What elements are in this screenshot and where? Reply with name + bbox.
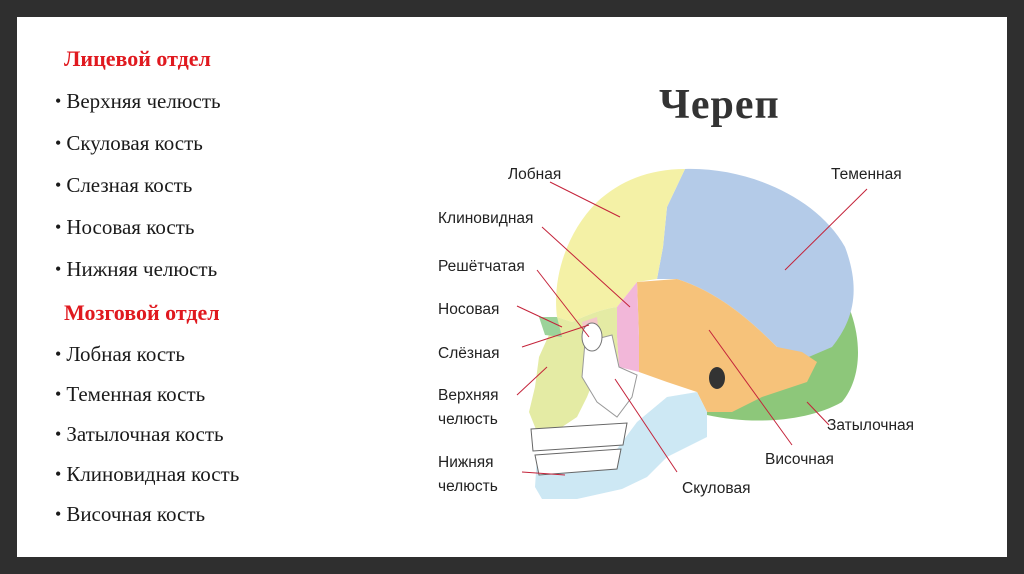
list-item-label: Верхняя челюсть — [66, 89, 221, 113]
list-item-label: Теменная кость — [66, 382, 206, 406]
list-item-label: Височная кость — [66, 502, 206, 526]
ear-canal — [709, 367, 725, 389]
bullet-dot: • — [55, 464, 62, 484]
maxilla-label-line1: Верхняя — [438, 387, 499, 404]
list-item-label: Затылочная кость — [66, 422, 224, 446]
bullet-dot: • — [55, 344, 62, 364]
bullet-dot: • — [55, 217, 62, 237]
temporal-label: Височная — [765, 451, 834, 468]
bullet-dot: • — [55, 133, 62, 153]
ethmoid-label: Решётчатая — [438, 258, 525, 275]
bullet-dot: • — [55, 504, 62, 524]
bullet-dot: • — [55, 91, 62, 111]
list-item-label: Носовая кость — [66, 215, 195, 239]
list-item-label: Слезная кость — [66, 173, 193, 197]
mandible-label-line1: Нижняя — [438, 454, 494, 471]
list-item-label: Нижняя челюсть — [66, 257, 218, 281]
nasal-label: Носовая — [438, 301, 500, 318]
skull-diagram — [17, 17, 1007, 557]
page-title: Череп — [659, 82, 780, 128]
brain-section-title: Мозговой отдел — [64, 300, 220, 325]
bullet-dot: • — [55, 175, 62, 195]
frontal-label: Лобная — [508, 166, 562, 183]
list-item-label: Клиновидная кость — [66, 462, 240, 486]
zygomatic-label: Скуловая — [682, 480, 751, 497]
list-item-label: Скуловая кость — [66, 131, 203, 155]
maxilla-label-line2: челюсть — [438, 411, 498, 428]
bullet-dot: • — [55, 259, 62, 279]
nasal-leader — [517, 306, 562, 327]
bullet-dot: • — [55, 424, 62, 444]
eye-socket — [582, 323, 602, 351]
mandible-label-line2: челюсть — [438, 478, 498, 495]
slide — [17, 17, 1007, 557]
lacrimal-label: Слёзная — [438, 345, 500, 362]
bullet-dot: • — [55, 384, 62, 404]
facial-section-title: Лицевой отдел — [64, 46, 211, 71]
occipital-label: Затылочная — [827, 417, 915, 434]
list-item-label: Лобная кость — [66, 342, 185, 366]
parietal-label: Теменная — [831, 166, 902, 183]
sphenoid-label: Клиновидная — [438, 210, 534, 227]
